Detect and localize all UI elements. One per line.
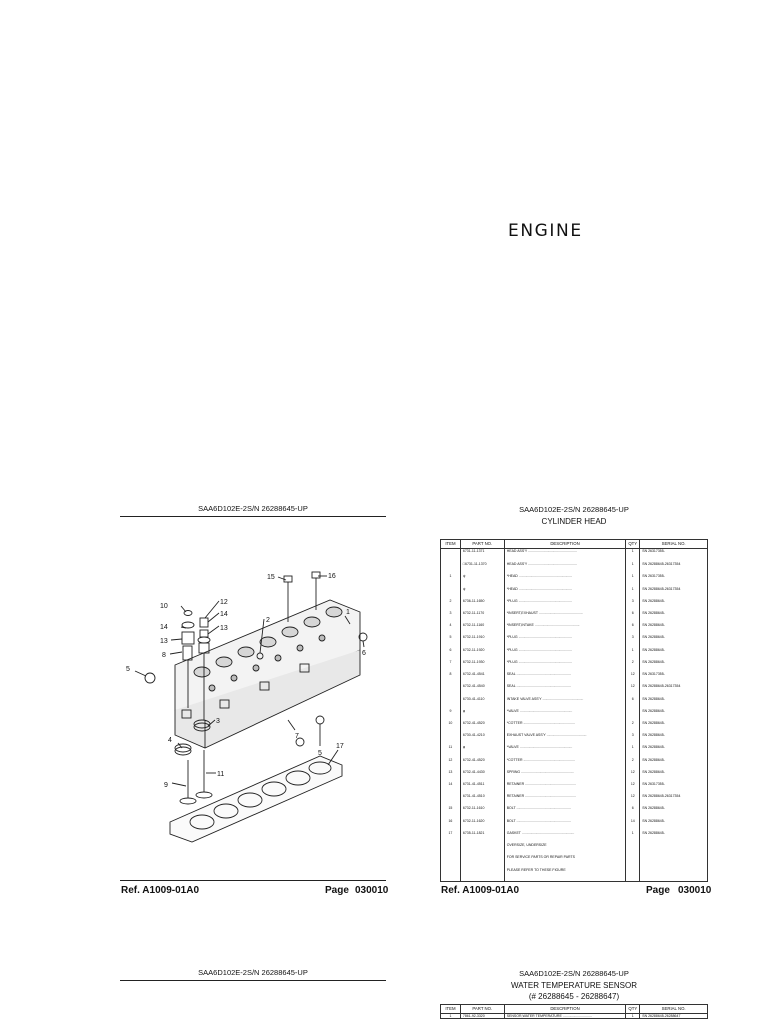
- parts-cell-item: [441, 697, 461, 709]
- parts-cell-serial-no: SN 26288645-: [640, 733, 708, 745]
- callout-12: 12: [220, 599, 228, 606]
- table-row: [441, 868, 708, 880]
- parts-header-description: DESCRIPTION: [504, 540, 626, 549]
- parts-cell-part-no: 6730-41-4210: [460, 733, 504, 745]
- table-row: [441, 684, 708, 696]
- table-row: [441, 782, 708, 794]
- cylinder-head-parts-table: [440, 539, 708, 882]
- parts-cell-part-no: ψ: [460, 587, 504, 599]
- parts-cell-part-no: 6736-11-1650: [460, 599, 504, 611]
- table-row: [441, 562, 708, 574]
- table-row: [441, 611, 708, 623]
- parts-cell-description: HEAD ASS'Y ..................................................: [504, 562, 626, 574]
- table-row: [441, 1014, 708, 1019]
- parts-cell-item: 9: [441, 709, 461, 721]
- callout-3: 3: [216, 718, 220, 725]
- parts-cell-qty: 1: [626, 831, 640, 843]
- parts-cell-qty: 3: [626, 599, 640, 611]
- parts-cell-part-no: 6731-41-4510: [460, 794, 504, 806]
- parts-cell-part-no: φ: [460, 709, 504, 721]
- parts-cell-qty: [626, 843, 640, 855]
- parts-cell-description: SEAL ........................................................: [504, 684, 626, 696]
- parts-cell-part-no: 6732-11-1920: [460, 648, 504, 660]
- parts-cell-part-no: 6732-11-1170: [460, 611, 504, 623]
- parts-cell-description: *VALVE ......................................................: [504, 745, 626, 757]
- callout-6: 6: [362, 650, 366, 657]
- callout-16: 16: [328, 573, 336, 580]
- parts-cell-description: [504, 880, 626, 882]
- parts-cell-description: EXHAUST VALVE ASS'Y .........................................: [504, 733, 626, 745]
- table-row: [441, 794, 708, 806]
- table-row: [441, 599, 708, 611]
- parts-cell-serial-no: SN 26288645-26317354: [640, 587, 708, 599]
- parts-cell-serial-no: SN 26288645-: [640, 648, 708, 660]
- parts-cell-item: 11: [441, 745, 461, 757]
- parts-cell-qty: 12: [626, 684, 640, 696]
- left-footer-rule: [120, 880, 386, 881]
- parts-header-qty: QTY: [626, 540, 640, 549]
- parts-cell-qty: 2: [626, 660, 640, 672]
- sensor-header-description: DESCRIPTION: [504, 1005, 626, 1014]
- parts-cell-item: 3: [441, 611, 461, 623]
- table-row: [441, 672, 708, 684]
- parts-cell-part-no: 6732-41-4541: [460, 672, 504, 684]
- parts-cell-qty: 1: [626, 549, 640, 563]
- parts-cell-part-no: [460, 868, 504, 880]
- callout-5-right: 5: [318, 750, 322, 757]
- parts-cell-qty: [626, 868, 640, 880]
- parts-cell-serial-no: SN 26288645-: [640, 660, 708, 672]
- parts-cell-description: RETAINER ....................................................: [504, 794, 626, 806]
- parts-cell-item: [441, 562, 461, 574]
- parts-cell-description: *COTTER .....................................................: [504, 758, 626, 770]
- parts-cell-part-no: 6730-41-4110: [460, 697, 504, 709]
- parts-cell-description: INTAKE VALVE ASS'Y ..........................................: [504, 697, 626, 709]
- parts-cell-item: [441, 868, 461, 880]
- parts-cell-part-no: φ: [460, 745, 504, 757]
- parts-cell-description: BOLT ........................................................: [504, 806, 626, 818]
- callout-14b: 14: [160, 624, 168, 631]
- bottom-right-subtitle: WATER TEMPERATURE SENSOR: [511, 981, 637, 990]
- parts-cell-item: [441, 684, 461, 696]
- parts-cell-serial-no: SN 26288645-: [640, 697, 708, 709]
- bottom-right-serial-range: (# 26288645 - 26288647): [528, 992, 620, 1001]
- table-row: [441, 635, 708, 647]
- parts-cell-qty: 6: [626, 806, 640, 818]
- left-header-rule: [120, 516, 386, 517]
- parts-cell-item: 8: [441, 672, 461, 684]
- parts-cell-qty: 3: [626, 733, 640, 745]
- left-footer-page-number: 030010: [355, 885, 389, 896]
- table-row: [441, 745, 708, 757]
- parts-cell-item: [441, 549, 461, 563]
- parts-cell-serial-no: SN 26288645-: [640, 831, 708, 843]
- table-row: [441, 697, 708, 709]
- parts-cell-qty: 2: [626, 721, 640, 733]
- sensor-header-qty: QTY: [626, 1005, 640, 1014]
- sensor-cell-serial-no: SN 26288645-26288647: [640, 1014, 708, 1019]
- parts-cell-description: GASKET ......................................................: [504, 831, 626, 843]
- table-row: [441, 843, 708, 855]
- parts-cell-description: *INSERT,INTAKE ..............................................: [504, 623, 626, 635]
- table-row: [441, 806, 708, 818]
- parts-cell-description: SPRING ......................................................: [504, 770, 626, 782]
- parts-cell-item: [441, 733, 461, 745]
- callout-2: 2: [266, 617, 270, 624]
- table-row: [441, 831, 708, 843]
- table-row: [441, 733, 708, 745]
- parts-cell-qty: 1: [626, 562, 640, 574]
- parts-cell-qty: 2: [626, 758, 640, 770]
- right-footer-page-label: Page: [646, 885, 670, 896]
- parts-cell-item: 4: [441, 623, 461, 635]
- parts-cell-serial-no: SN 26288645-26317354: [640, 562, 708, 574]
- callout-10: 10: [160, 603, 168, 610]
- parts-cell-part-no: 6732-11-1610: [460, 806, 504, 818]
- parts-cell-description: *COTTER .....................................................: [504, 721, 626, 733]
- parts-cell-part-no: ψ: [460, 574, 504, 586]
- callout-5-left: 5: [126, 666, 130, 673]
- parts-cell-serial-no: SN 26288645-: [640, 806, 708, 818]
- parts-cell-qty: 12: [626, 672, 640, 684]
- left-footer-ref: Ref. A1009-01A0: [121, 885, 200, 896]
- parts-cell-description: *PLUG .......................................................: [504, 660, 626, 672]
- parts-cell-serial-no: SN 26288645-26317354: [640, 794, 708, 806]
- parts-cell-description: *VALVE ......................................................: [504, 709, 626, 721]
- parts-cell-description: *PLUG .......................................................: [504, 648, 626, 660]
- parts-cell-serial-no: SN 26317355-: [640, 672, 708, 684]
- parts-cell-part-no: 6732-11-1910: [460, 635, 504, 647]
- right-footer-page-number: 030010: [678, 885, 712, 896]
- parts-cell-item: [441, 880, 461, 882]
- parts-cell-part-no: 6735-11-1821: [460, 831, 504, 843]
- parts-cell-part-no: [460, 880, 504, 882]
- parts-cell-part-no: □6731-11-1370: [460, 562, 504, 574]
- sensor-cell-item: 1: [441, 1014, 461, 1019]
- parts-cell-item: [441, 843, 461, 855]
- parts-cell-qty: 1: [626, 745, 640, 757]
- parts-cell-qty: 12: [626, 770, 640, 782]
- callout-15: 15: [267, 574, 275, 581]
- parts-cell-qty: [626, 709, 640, 721]
- parts-cell-item: [441, 855, 461, 867]
- parts-cell-serial-no: SN 26288645-: [640, 599, 708, 611]
- parts-cell-qty: [626, 880, 640, 882]
- water-temp-sensor-table: [440, 1004, 708, 1019]
- parts-cell-description: *HEAD .......................................................: [504, 574, 626, 586]
- parts-cell-item: 16: [441, 819, 461, 831]
- parts-cell-serial-no: SN 26288645-: [640, 611, 708, 623]
- parts-cell-description: RETAINER ....................................................: [504, 782, 626, 794]
- parts-cell-part-no: [460, 855, 504, 867]
- sensor-cell-part-no: 7861-92-3320: [460, 1014, 504, 1019]
- engine-title: ENGINE: [508, 221, 583, 241]
- table-row: [441, 660, 708, 672]
- parts-cell-part-no: 6732-41-4430: [460, 770, 504, 782]
- parts-cell-item: 5: [441, 635, 461, 647]
- parts-cell-qty: 1: [626, 587, 640, 599]
- parts-cell-description: *HEAD .......................................................: [504, 587, 626, 599]
- parts-cell-item: 15: [441, 806, 461, 818]
- parts-cell-item: 17: [441, 831, 461, 843]
- parts-cell-item: 13: [441, 770, 461, 782]
- bottom-right-header: SAA6D102E-2S/N 26288645-UP: [519, 969, 629, 978]
- parts-cell-item: [441, 587, 461, 599]
- parts-cell-item: 10: [441, 721, 461, 733]
- parts-cell-serial-no: SN 26317355-: [640, 782, 708, 794]
- parts-header-serial-no: SERIAL NO.: [640, 540, 708, 549]
- parts-cell-part-no: 6731-11-1371: [460, 549, 504, 563]
- callout-13: 13: [220, 625, 228, 632]
- bottom-left-header: SAA6D102E-2S/N 26288645-UP: [198, 968, 308, 977]
- parts-cell-serial-no: SN 26288645-: [640, 635, 708, 647]
- callout-4: 4: [168, 737, 172, 744]
- parts-cell-description: SEAL ........................................................: [504, 672, 626, 684]
- parts-cell-serial-no: SN 26288645-26317354: [640, 684, 708, 696]
- parts-cell-qty: 6: [626, 623, 640, 635]
- parts-cell-serial-no: SN 26288645-: [640, 770, 708, 782]
- parts-cell-serial-no: [640, 868, 708, 880]
- parts-cell-description: *PLUG .......................................................: [504, 599, 626, 611]
- parts-cell-description: *INSERT,EXHAUST .............................................: [504, 611, 626, 623]
- parts-cell-item: 7: [441, 660, 461, 672]
- table-row: [441, 574, 708, 586]
- table-row: [441, 587, 708, 599]
- callout-8: 8: [162, 652, 166, 659]
- callout-14: 14: [220, 611, 228, 618]
- left-footer-page-label: Page: [325, 885, 349, 896]
- parts-cell-qty: 14: [626, 819, 640, 831]
- callout-17: 17: [336, 743, 344, 750]
- parts-cell-part-no: [460, 843, 504, 855]
- parts-cell-serial-no: SN 26288645-: [640, 758, 708, 770]
- table-row: [441, 758, 708, 770]
- table-row: [441, 648, 708, 660]
- parts-cell-qty: 12: [626, 794, 640, 806]
- table-row: [441, 819, 708, 831]
- parts-cell-serial-no: SN 26288645-: [640, 623, 708, 635]
- parts-cell-part-no: 6732-11-1930: [460, 660, 504, 672]
- sensor-cell-qty: 1: [626, 1014, 640, 1019]
- parts-cell-qty: 3: [626, 635, 640, 647]
- parts-cell-item: 2: [441, 599, 461, 611]
- callout-7: 7: [295, 733, 299, 740]
- parts-cell-qty: 6: [626, 611, 640, 623]
- cylinder-head-exploded-diagram: [120, 560, 386, 860]
- parts-cell-item: 6: [441, 648, 461, 660]
- parts-cell-serial-no: [640, 843, 708, 855]
- table-row: [441, 709, 708, 721]
- parts-cell-description: FOR SERVICE PARTS OR REPAIR PARTS: [504, 855, 626, 867]
- table-row: [441, 623, 708, 635]
- parts-cell-serial-no: SN 26288645-: [640, 745, 708, 757]
- callout-11: 11: [217, 771, 225, 778]
- parts-cell-serial-no: SN 26288645-: [640, 819, 708, 831]
- parts-cell-serial-no: SN 26317355-: [640, 574, 708, 586]
- parts-cell-serial-no: SN 26317355-: [640, 549, 708, 563]
- bottom-left-rule: [120, 980, 386, 981]
- parts-cell-qty: 6: [626, 697, 640, 709]
- parts-cell-part-no: 6732-11-1160: [460, 623, 504, 635]
- parts-cell-serial-no: [640, 880, 708, 882]
- table-row: [441, 855, 708, 867]
- parts-cell-item: 14: [441, 782, 461, 794]
- left-panel-header: SAA6D102E-2S/N 26288645-UP: [198, 504, 308, 513]
- parts-cell-description: HEAD ASS'Y ..................................................: [504, 549, 626, 563]
- parts-cell-serial-no: [640, 855, 708, 867]
- parts-header-item: ITEM: [441, 540, 461, 549]
- sensor-header-part-no: PART NO.: [460, 1005, 504, 1014]
- right-panel-header: SAA6D102E-2S/N 26288645-UP: [519, 505, 629, 514]
- right-panel-subtitle: CYLINDER HEAD: [541, 517, 607, 526]
- sensor-cell-description: SENSOR,WATER TEMPERATURE ..............................: [504, 1014, 626, 1019]
- parts-cell-serial-no: SN 26288645-: [640, 709, 708, 721]
- parts-cell-qty: 1: [626, 648, 640, 660]
- parts-cell-item: 1: [441, 574, 461, 586]
- callout-13b: 13: [160, 638, 168, 645]
- sensor-header-item: ITEM: [441, 1005, 461, 1014]
- parts-cell-qty: 12: [626, 782, 640, 794]
- parts-cell-description: OVERSIZE, UNDERSIZE: [504, 843, 626, 855]
- parts-cell-part-no: 6731-41-4511: [460, 782, 504, 794]
- table-row: [441, 880, 708, 882]
- parts-cell-part-no: 6732-41-4520: [460, 721, 504, 733]
- parts-cell-item: [441, 794, 461, 806]
- parts-cell-description: PLEASE REFER TO THESE FIGURE: [504, 868, 626, 880]
- callout-1: 1: [346, 609, 350, 616]
- callout-9: 9: [164, 782, 168, 789]
- table-row: [441, 770, 708, 782]
- parts-header-part-no: PART NO.: [460, 540, 504, 549]
- parts-cell-part-no: 6732-41-4540: [460, 684, 504, 696]
- parts-cell-serial-no: SN 26288645-: [640, 721, 708, 733]
- sensor-header-serial-no: SERIAL NO.: [640, 1005, 708, 1014]
- parts-cell-item: 12: [441, 758, 461, 770]
- parts-cell-description: *PLUG .......................................................: [504, 635, 626, 647]
- parts-cell-qty: [626, 855, 640, 867]
- right-footer-ref: Ref. A1009-01A0: [441, 885, 520, 896]
- table-row: [441, 721, 708, 733]
- table-row: [441, 549, 708, 563]
- parts-cell-part-no: 6732-41-4520: [460, 758, 504, 770]
- parts-cell-description: BOLT ........................................................: [504, 819, 626, 831]
- parts-cell-qty: 1: [626, 574, 640, 586]
- parts-cell-part-no: 6732-11-1620: [460, 819, 504, 831]
